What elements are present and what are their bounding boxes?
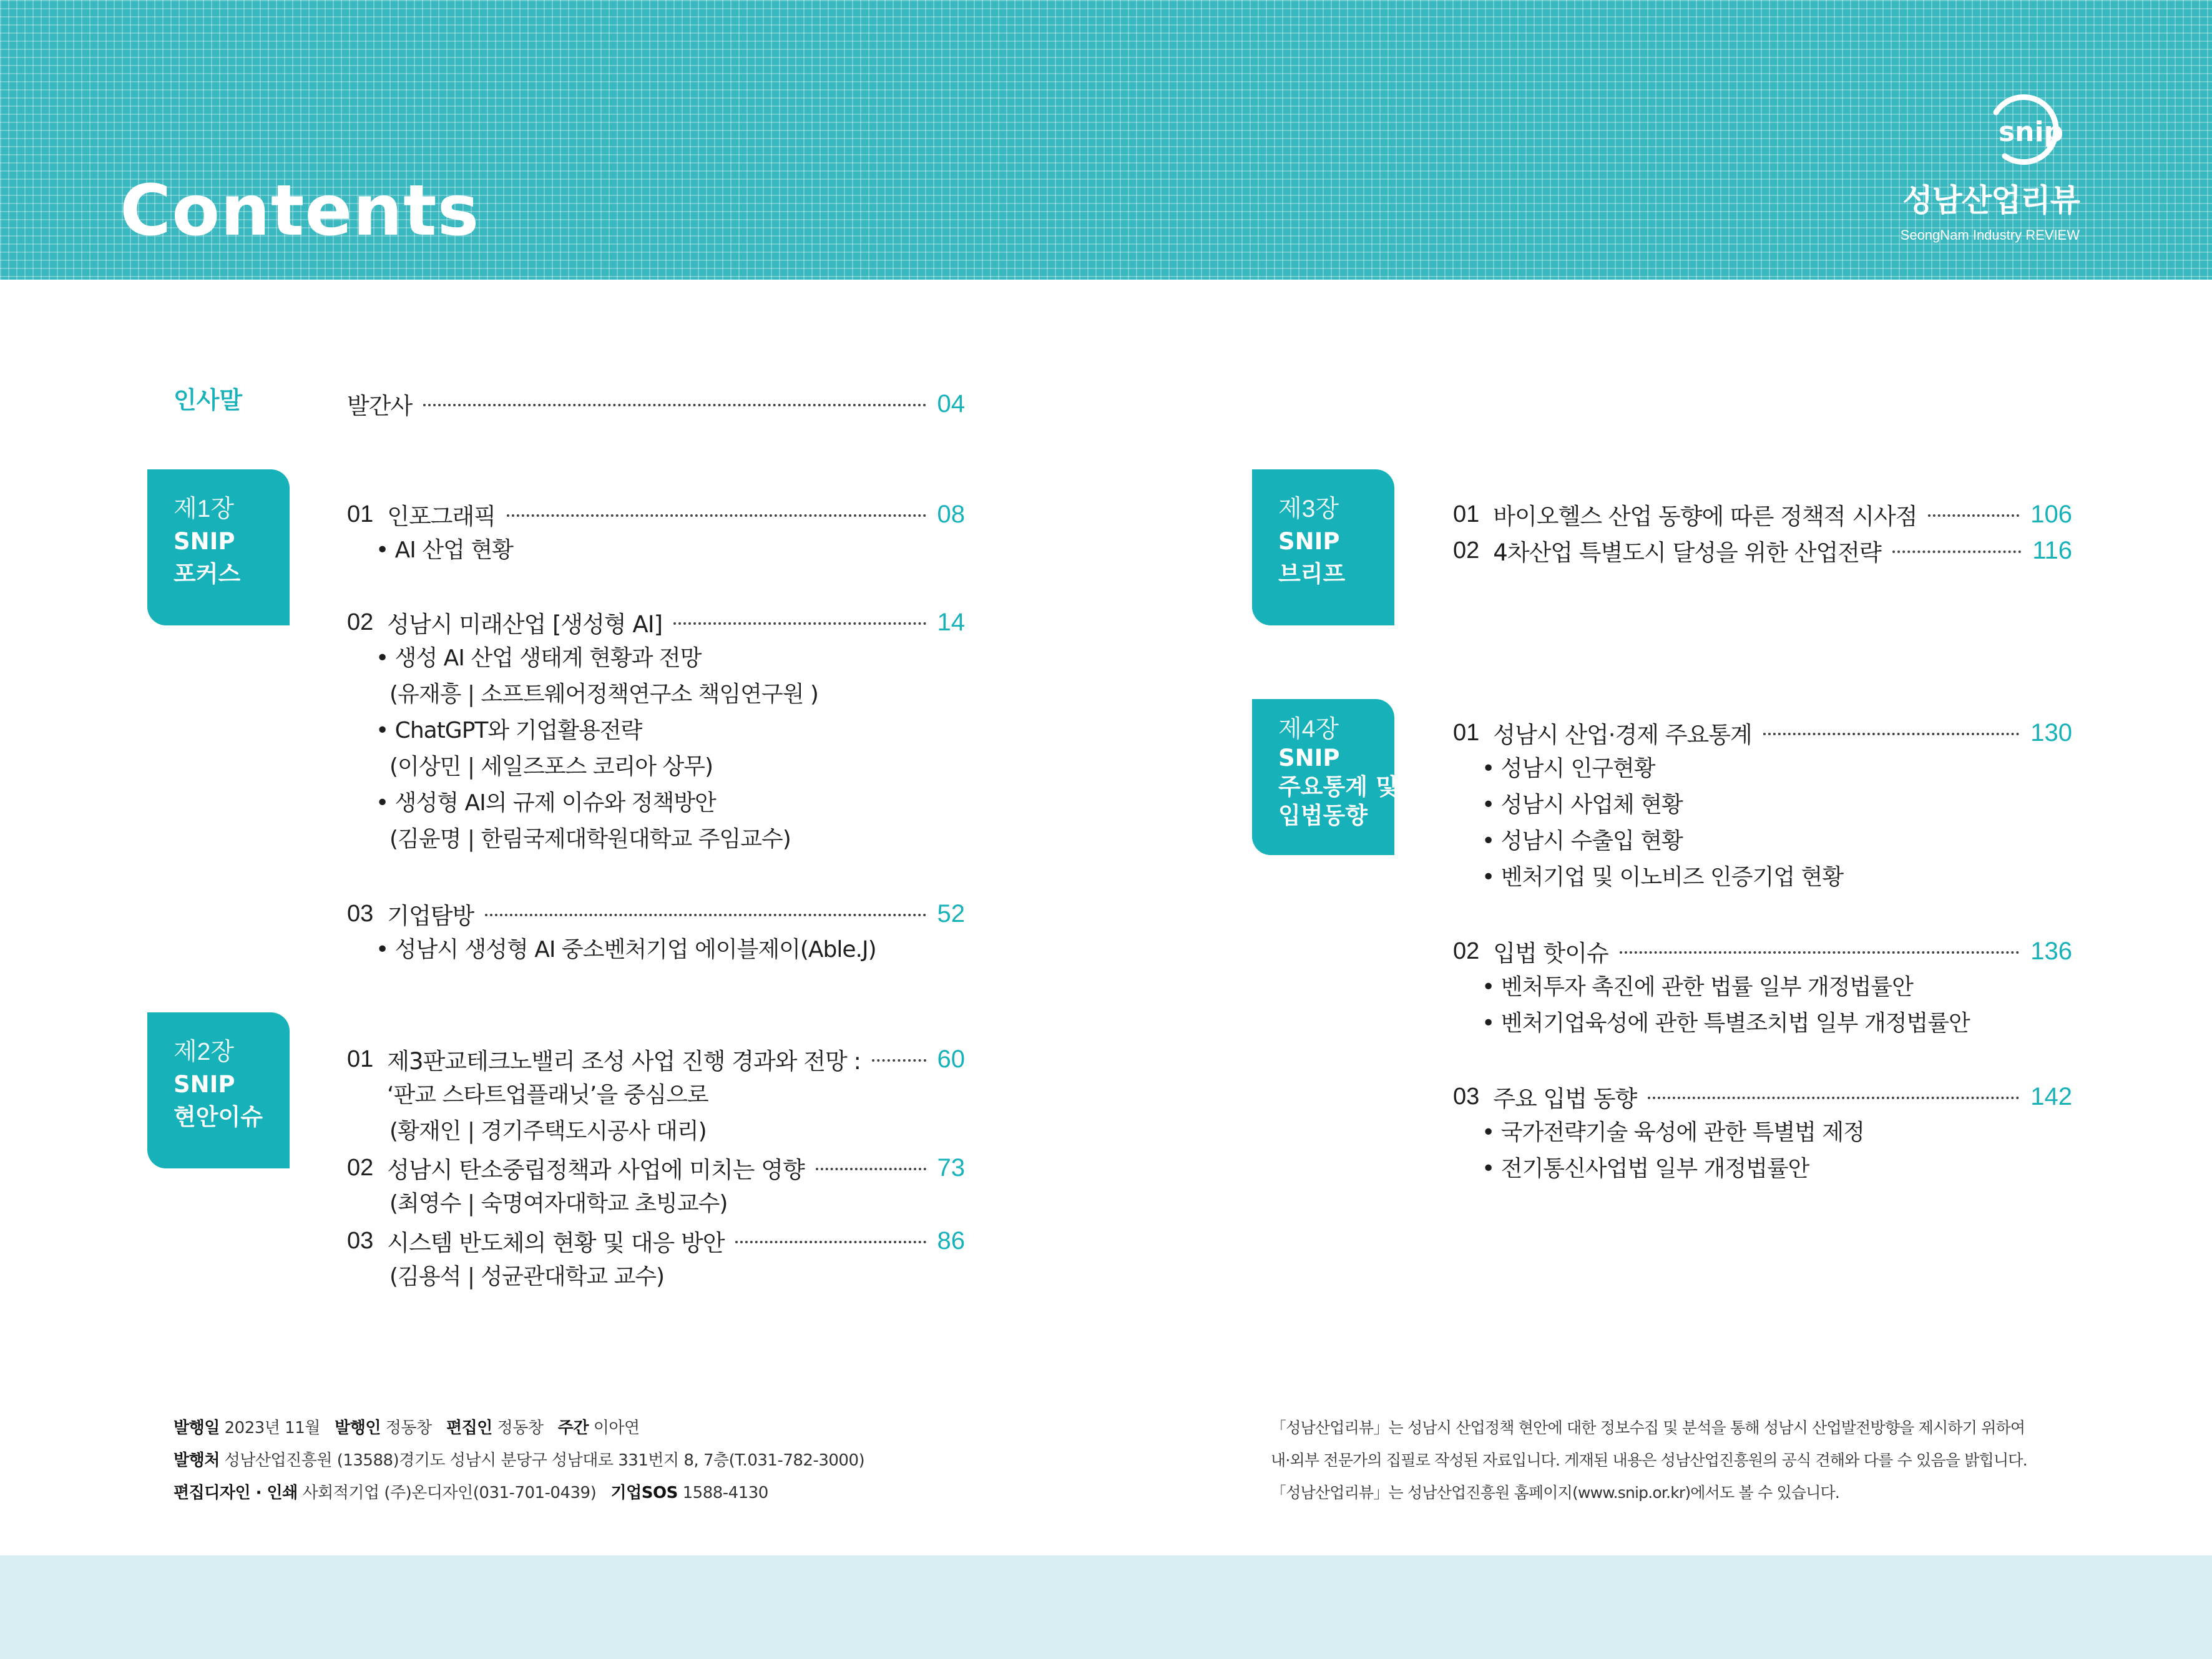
- chapter-tab-1: [147, 469, 290, 625]
- imprint-block: [174, 1412, 864, 1509]
- entry-number: 02: [1453, 937, 1480, 964]
- notice-line: 「성남산업리뷰」는 성남산업진흥원 홈페이지(www.snip.or.kr)에서도 볼 수 있습니다.: [1271, 1484, 1840, 1502]
- chapter-tab-2: [147, 1012, 290, 1168]
- chapter-label: 제4장: [1278, 716, 1339, 743]
- entry-subitem: • 전기통신사업법 일부 개정법률안: [1482, 1156, 1809, 1182]
- imprint-value: 성남산업진흥원 (13588)경기도 성남시 분당구 성남대로 331번지 8, 7층(T.031-782-3000): [224, 1451, 865, 1470]
- imprint-line: [174, 1444, 864, 1477]
- dot-leader: [1763, 733, 2020, 735]
- entry-page: 73: [937, 1153, 965, 1182]
- dot-leader: [423, 404, 926, 406]
- entry-number: 02: [347, 609, 374, 635]
- logo-subtitle: SeongNam Industry REVIEW: [1900, 227, 2080, 243]
- toc-entry[interactable]: [347, 896, 965, 932]
- entry-subitem: • 성남시 수출입 현황: [1482, 828, 1683, 854]
- entry-title: 성남시 미래산업 [생성형 AI]: [387, 611, 663, 638]
- entry-title: 주요 입법 동향: [1493, 1085, 1637, 1112]
- chapter-name: 입법동향: [1278, 802, 1368, 829]
- entry-title: 발간사: [347, 393, 413, 419]
- chapter-tab-3: [1252, 469, 1394, 625]
- notice-line: 내·외부 전문가의 집필로 작성된 자료입니다. 게재된 내용은 성남산업진흥원의 공식 견해와 다를 수 있음을 밝힙니다.: [1271, 1451, 2027, 1469]
- entry-page: 142: [2030, 1082, 2072, 1110]
- entry-title: 성남시 탄소중립정책과 사업에 미치는 영향: [387, 1157, 805, 1183]
- imprint-label: 편집디자인 · 인쇄: [174, 1484, 298, 1502]
- imprint-label: 발행일: [174, 1419, 220, 1437]
- entry-page: 116: [2032, 536, 2072, 564]
- footer-band: [0, 1555, 2212, 1659]
- entry-author: (황재인 | 경기주택도시공사 대리): [389, 1118, 707, 1144]
- dot-leader: [872, 1059, 926, 1062]
- dot-leader: [673, 622, 926, 625]
- entry-page: 14: [937, 608, 965, 636]
- logo-mark-text: snip: [1998, 116, 2064, 148]
- entry-number: 03: [1453, 1083, 1480, 1110]
- chapter-name: SNIP: [1278, 745, 1340, 771]
- imprint-line: [174, 1412, 864, 1444]
- dot-leader: [1928, 514, 2019, 517]
- entry-subitem: • 생성 AI 산업 생태계 현황과 전망: [376, 645, 702, 671]
- entry-number: 01: [347, 501, 374, 527]
- imprint-label: 발행인: [335, 1419, 381, 1437]
- entry-number: 01: [1453, 719, 1480, 746]
- entry-page: 136: [2030, 937, 2072, 965]
- chapter-name: 포커스: [174, 560, 241, 587]
- entry-author: (김용석 | 성균관대학교 교수): [389, 1264, 665, 1290]
- entry-subitem: • 생성형 AI의 규제 이슈와 정책방안: [376, 790, 716, 816]
- logo-name: 성남산업리뷰: [1902, 182, 2080, 218]
- entry-title: 4차산업 특별도시 달성을 위한 산업전략: [1493, 539, 1881, 566]
- entry-title: 시스템 반도체의 현황 및 대응 방안: [387, 1230, 725, 1256]
- dot-leader: [1620, 951, 2019, 954]
- toc-entry[interactable]: [1453, 933, 2072, 969]
- toc-entry[interactable]: [347, 604, 965, 640]
- dot-leader: [507, 514, 926, 517]
- chapter-name: SNIP: [174, 528, 235, 555]
- entry-subitem: • 성남시 생성형 AI 중소벤처기업 에이블제이(Able.J): [376, 937, 876, 962]
- entry-number: 02: [1453, 537, 1480, 564]
- entry-subtitle: ‘판교 스타트업플래닛’을 중심으로: [387, 1082, 708, 1108]
- chapter-tab-4: [1252, 699, 1398, 855]
- chapter-name: SNIP: [174, 1071, 235, 1098]
- toc-entry[interactable]: [347, 1223, 965, 1259]
- dot-leader: [1892, 551, 2021, 553]
- entry-number: 03: [347, 1227, 374, 1254]
- toc-entry[interactable]: [1453, 1079, 2072, 1115]
- publication-notice: [1271, 1412, 2027, 1509]
- header-banner: [0, 0, 2212, 280]
- entry-page: 60: [937, 1045, 965, 1073]
- chapter-name: 현안이슈: [174, 1104, 263, 1130]
- dot-leader: [735, 1241, 926, 1243]
- imprint-value: 1588-4130: [682, 1484, 768, 1502]
- entry-subitem: • 벤처기업육성에 관한 특별조치법 일부 개정법률안: [1482, 1011, 1970, 1036]
- entry-number: 01: [347, 1045, 374, 1072]
- imprint-value: 정동창: [497, 1419, 544, 1437]
- entry-title: 제3판교테크노밸리 조성 사업 진행 경과와 전망 :: [387, 1048, 861, 1075]
- entry-number: 02: [347, 1154, 374, 1181]
- snip-logo-icon: [1966, 87, 2085, 169]
- entry-number: 03: [347, 900, 374, 927]
- imprint-label: 편집인: [446, 1419, 492, 1437]
- toc-entry[interactable]: [347, 496, 965, 532]
- dot-leader: [1648, 1097, 2019, 1099]
- chapter-name: SNIP: [1278, 528, 1340, 555]
- toc-entry[interactable]: [347, 1041, 965, 1077]
- imprint-value: 정동창: [385, 1419, 432, 1437]
- dot-leader: [816, 1168, 926, 1170]
- entry-subitem: • AI 산업 현황: [376, 537, 513, 563]
- entry-title: 성남시 산업·경제 주요통계: [1493, 722, 1752, 748]
- entry-author: (이상민 | 세일즈포스 코리아 상무): [389, 754, 713, 780]
- entry-title: 입법 핫이슈: [1493, 940, 1608, 967]
- entry-subitem: • 성남시 사업체 현황: [1482, 792, 1683, 818]
- entry-page: 04: [937, 389, 965, 418]
- chapter-name: 브리프: [1278, 560, 1346, 587]
- entry-author: (최영수 | 숙명여자대학교 초빙교수): [389, 1191, 728, 1216]
- entry-subitem: • ChatGPT와 기업활용전략: [376, 718, 642, 743]
- imprint-label: 주간: [557, 1419, 589, 1437]
- imprint-label: 발행처: [174, 1451, 220, 1470]
- greeting-label: 인사말: [174, 386, 243, 414]
- chapter-name: 주요통계 및: [1278, 773, 1398, 800]
- chapter-label: 제2장: [174, 1039, 235, 1065]
- imprint-line: [174, 1477, 864, 1509]
- entry-author: (유재흥 | 소프트웨어정책연구소 책임연구원 ): [389, 682, 818, 707]
- toc-entry[interactable]: [1453, 715, 2072, 751]
- chapter-label: 제3장: [1278, 496, 1339, 522]
- entry-page: 08: [937, 500, 965, 528]
- toc-entry-greeting[interactable]: [347, 386, 965, 422]
- entry-title: 인포그래픽: [387, 503, 496, 530]
- entry-subitem: • 성남시 인구현황: [1482, 756, 1655, 781]
- entry-subitem: • 벤처기업 및 이노비즈 인증기업 현황: [1482, 864, 1844, 890]
- toc-entry[interactable]: [1453, 532, 2072, 569]
- imprint-value: 이아연: [593, 1419, 640, 1437]
- notice-line: 「성남산업리뷰」는 성남시 산업정책 현안에 대한 정보수집 및 분석을 통해 성남시 산업발전방향을 제시하기 위하여: [1271, 1419, 2025, 1437]
- entry-page: 86: [937, 1226, 965, 1255]
- entry-subitem: • 국가전략기술 육성에 관한 특별법 제정: [1482, 1120, 1864, 1145]
- entry-page: 106: [2030, 500, 2072, 528]
- entry-number: 01: [1453, 501, 1480, 527]
- entry-page: 130: [2030, 718, 2072, 746]
- imprint-label: 기업SOS: [610, 1484, 678, 1502]
- toc-entry[interactable]: [347, 1150, 965, 1186]
- page-title: Contents: [120, 170, 480, 252]
- entry-subitem: • 벤처투자 촉진에 관한 법률 일부 개정법률안: [1482, 974, 1913, 1000]
- toc-entry[interactable]: [1453, 496, 2072, 532]
- dot-leader: [485, 914, 926, 916]
- imprint-value: 사회적기업 (주)온디자인(031-701-0439): [302, 1484, 597, 1502]
- chapter-label: 제1장: [174, 496, 235, 522]
- entry-page: 52: [937, 899, 965, 927]
- entry-title: 기업탐방: [387, 903, 474, 929]
- entry-author: (김윤명 | 한림국제대학원대학교 주임교수): [389, 826, 791, 852]
- imprint-value: 2023년 11월: [224, 1419, 320, 1437]
- entry-title: 바이오헬스 산업 동향에 따른 정책적 시사점: [1493, 503, 1917, 530]
